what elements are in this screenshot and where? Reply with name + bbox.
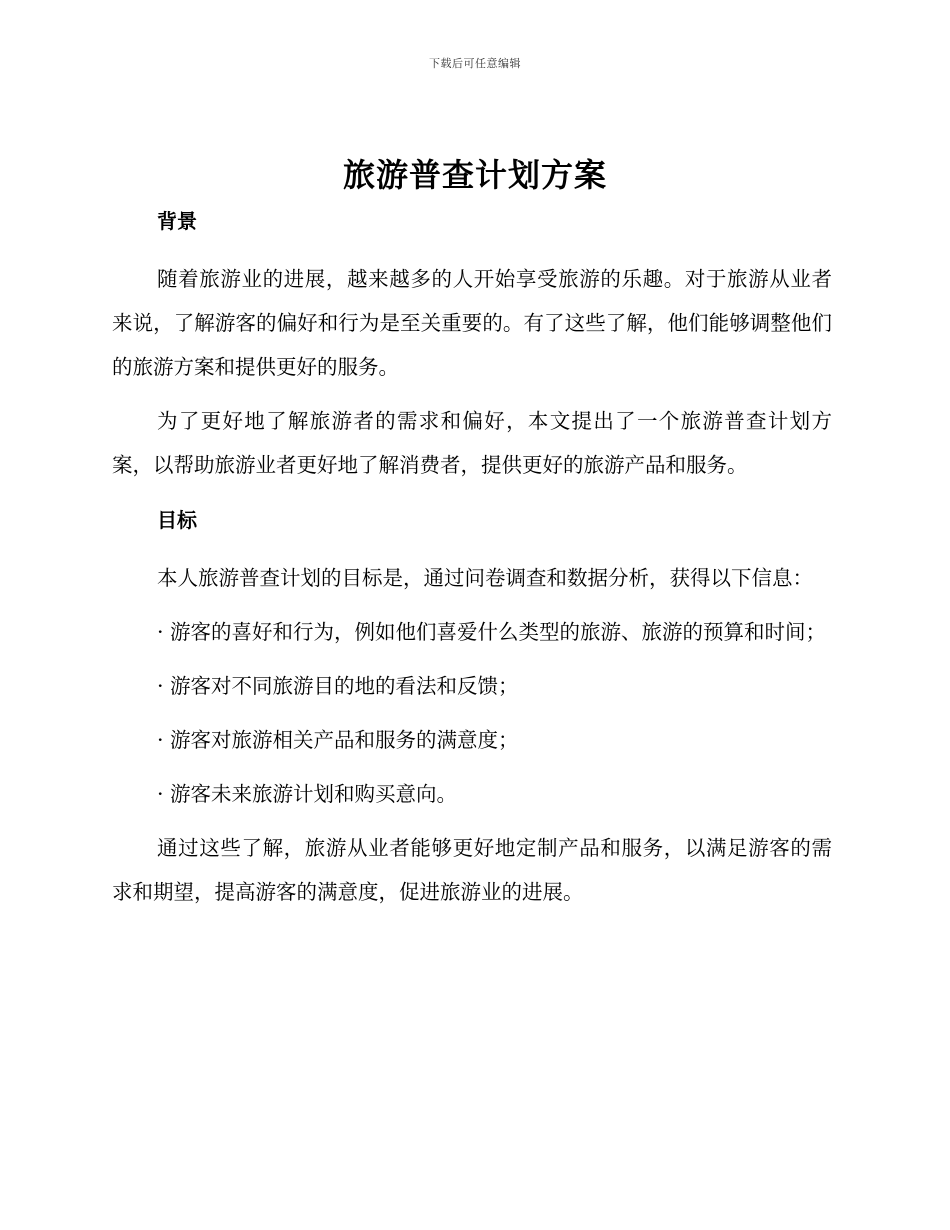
paragraph: 随着旅游业的进展，越来越多的人开始享受旅游的乐趣。对于旅游从业者来说，了解游客的偏好和行为是至关重要的。有了这些了解，他们能够调整他们的旅游方案和提供更好的服务。 <box>112 267 832 379</box>
header-note: 下载后可任意编辑 <box>429 57 521 70</box>
bullet-item: · 游客对旅游相关产品和服务的满意度； <box>157 728 519 752</box>
bullet-item: · 游客对不同旅游目的地的看法和反馈； <box>157 674 519 698</box>
section-heading-background: 背景 <box>157 209 197 233</box>
bullet-item: · 游客的喜好和行为，例如他们喜爱什么类型的旅游、旅游的预算和时间； <box>157 620 827 644</box>
document-title: 旅游普查计划方案 <box>342 156 607 194</box>
paragraph: 通过这些了解，旅游从业者能够更好地定制产品和服务，以满足游客的需求和期望，提高游客的满意度，促进旅游业的进展。 <box>112 836 832 904</box>
paragraph: 本人旅游普查计划的目标是，通过问卷调查和数据分析，获得以下信息： <box>157 566 813 590</box>
section-heading-goals: 目标 <box>157 508 197 532</box>
bullet-item: · 游客未来旅游计划和购买意向。 <box>157 782 458 806</box>
document-body <box>112 205 832 914</box>
paragraph: 为了更好地了解旅游者的需求和偏好，本文提出了一个旅游普查计划方案，以帮助旅游业者更好地了解消费者，提供更好的旅游产品和服务。 <box>112 409 832 477</box>
